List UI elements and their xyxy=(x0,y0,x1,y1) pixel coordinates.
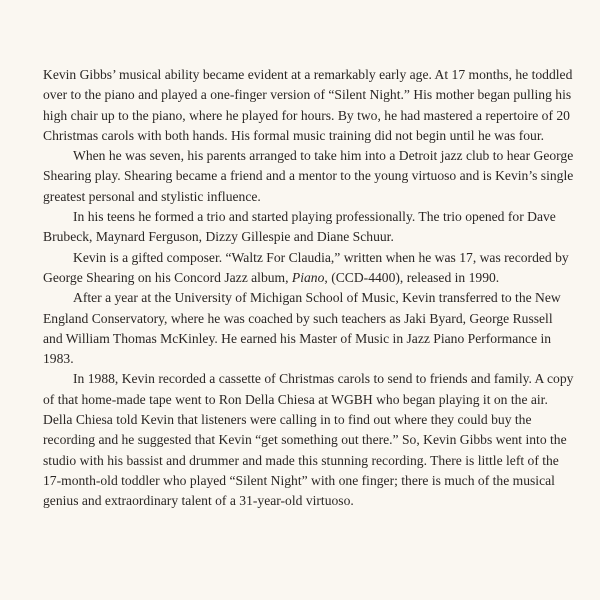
paragraph-education: After a year at the University of Michigan School of Music, Kevin transferred to the New England Conservatory, where he was coached by such teachers as Jaki Byard, George Russell and William Thomas McKinley. He earned his Master of Music in Jazz Piano Performance in 1983. xyxy=(43,290,561,367)
paragraph-recording-story: In 1988, Kevin recorded a cassette of Christmas carols to send to friends and family. A copy of that home-made tape went to Ron Della Chiesa at WGBH who began playing it on the air. Della Chiesa told Kevin that listeners were calling in to find out where they could buy the recording and he suggested that Kevin “get something out there.” So, Kevin Gibbs went into the studio with his bassist and drummer and made this stunning recording. There is little left of the 17-month-old toddler who played “Silent Night” with one finger; there is much of the musical genius and extraordinary talent of a 31-year-old virtuoso. xyxy=(43,371,574,509)
paragraph-early-ability: Kevin Gibbs’ musical ability became evident at a remarkably early age. At 17 months, he toddled over to the piano and played a one-finger version of “Silent Night.” His mother began pulling his high chair up to the piano, where he played for hours. By two, he had mastered a repertoire of 20 Christmas carols with both hands. His formal music training did not begin until he was four. xyxy=(43,67,573,143)
paragraph-teen-trio: In his teens he formed a trio and started playing professionally. The trio opened for Dave Brubeck, Maynard Ferguson, Dizzy Gillespie and Diane Schuur. xyxy=(43,209,556,245)
biography-text xyxy=(43,65,575,512)
paragraph-composer xyxy=(43,248,575,289)
composer-text-before: Kevin is a gifted composer. “Waltz For Claudia,” written when he was 17, was recorded by George Shearing on his Concord Jazz album, xyxy=(43,249,569,285)
paragraph-detroit-jazz-club: When he was seven, his parents arranged to take him into a Detroit jazz club to hear George Shearing play. Shearing became a friend and a mentor to the young virtuoso and is Kevin’s single greatest personal and stylistic influence. xyxy=(43,148,574,204)
composer-text-after: , (CCD-4400), released in 1990. xyxy=(324,269,500,285)
album-title: Piano xyxy=(291,269,325,285)
